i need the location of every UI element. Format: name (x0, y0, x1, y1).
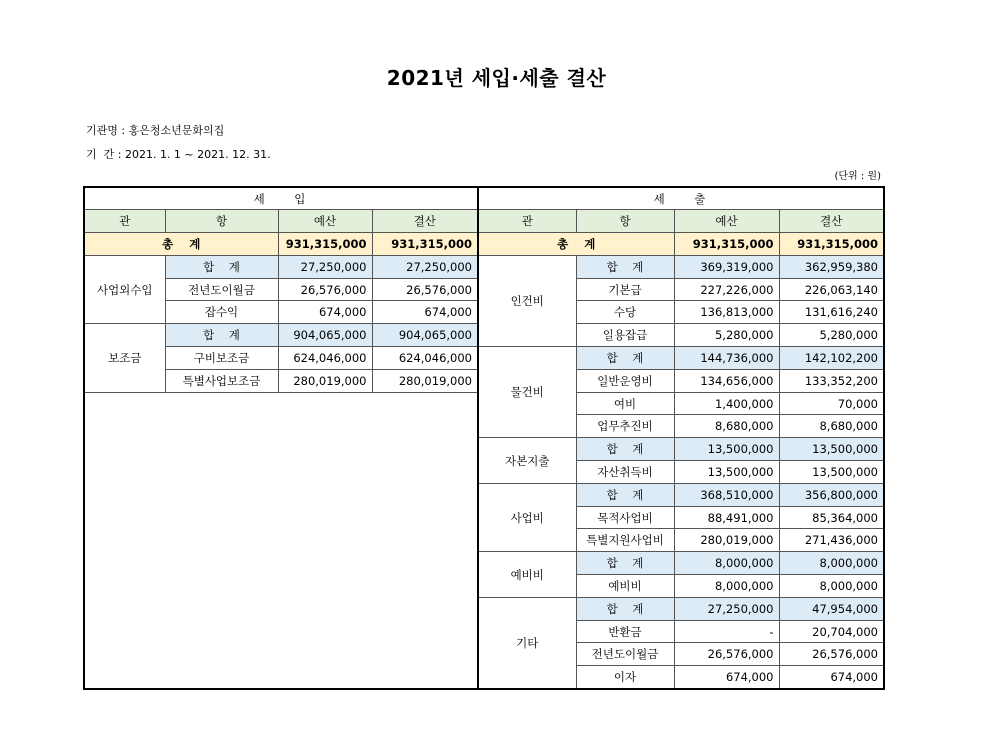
category-cell: 예비비 (478, 552, 576, 598)
item-cell: 전년도이월금 (576, 643, 674, 666)
total-settled: 931,315,000 (372, 233, 478, 256)
empty-area (84, 392, 478, 688)
category-cell: 사업외수입 (84, 255, 165, 323)
subtotal-row (478, 597, 884, 620)
item-cell: 구비보조금 (165, 347, 278, 370)
budget-cell: 280,019,000 (278, 369, 372, 392)
settled-cell: 142,102,200 (779, 347, 884, 370)
item-cell: 합 계 (165, 324, 278, 347)
budget-cell: 27,250,000 (674, 597, 779, 620)
column-header-row (478, 210, 884, 233)
item-cell: 합 계 (165, 255, 278, 278)
total-row (478, 233, 884, 256)
subtotal-row (478, 552, 884, 575)
settled-cell: 85,364,000 (779, 506, 884, 529)
section-header: 세 입 (84, 187, 478, 210)
total-budget: 931,315,000 (278, 233, 372, 256)
settled-cell: 47,954,000 (779, 597, 884, 620)
total-label: 총 계 (84, 233, 278, 256)
settled-cell: 280,019,000 (372, 369, 478, 392)
item-cell: 수당 (576, 301, 674, 324)
item-cell: 여비 (576, 392, 674, 415)
settled-cell: 226,063,140 (779, 278, 884, 301)
settled-cell: 356,800,000 (779, 483, 884, 506)
total-label: 총 계 (478, 233, 674, 256)
settled-cell: 271,436,000 (779, 529, 884, 552)
budget-cell: 8,000,000 (674, 552, 779, 575)
budget-cell: 1,400,000 (674, 392, 779, 415)
item-cell: 업무추진비 (576, 415, 674, 438)
settled-cell: 904,065,000 (372, 324, 478, 347)
budget-cell: 624,046,000 (278, 347, 372, 370)
section-header: 세 출 (478, 187, 884, 210)
column-header-row (84, 210, 478, 233)
category-cell: 사업비 (478, 483, 576, 551)
budget-cell: 227,226,000 (674, 278, 779, 301)
period-line (86, 146, 271, 162)
column-header: 관 (478, 210, 576, 233)
item-cell: 합 계 (576, 347, 674, 370)
budget-cell: 13,500,000 (674, 461, 779, 484)
institution-line: 기관명 : 홍은청소년문화의집 (86, 124, 225, 137)
budget-cell: 136,813,000 (674, 301, 779, 324)
column-header: 항 (165, 210, 278, 233)
item-cell: 일용잡급 (576, 324, 674, 347)
budget-cell: 280,019,000 (674, 529, 779, 552)
settled-cell: 13,500,000 (779, 461, 884, 484)
settled-cell: 362,959,380 (779, 255, 884, 278)
settled-cell: 26,576,000 (372, 278, 478, 301)
item-cell: 반환금 (576, 620, 674, 643)
total-budget: 931,315,000 (674, 233, 779, 256)
budget-cell: 674,000 (674, 666, 779, 689)
category-cell: 보조금 (84, 324, 165, 392)
item-cell: 합 계 (576, 483, 674, 506)
subtotal-row (478, 347, 884, 370)
item-cell: 이자 (576, 666, 674, 689)
column-header: 관 (84, 210, 165, 233)
column-header: 예산 (674, 210, 779, 233)
settled-cell: 13,500,000 (779, 438, 884, 461)
budget-cell: 369,319,000 (674, 255, 779, 278)
subtotal-row (478, 483, 884, 506)
empty-area-row (84, 392, 478, 688)
column-header: 결산 (779, 210, 884, 233)
settled-cell: 5,280,000 (779, 324, 884, 347)
column-header: 항 (576, 210, 674, 233)
budget-cell: 5,280,000 (674, 324, 779, 347)
category-cell: 인건비 (478, 255, 576, 346)
item-cell: 전년도이월금 (165, 278, 278, 301)
item-cell: 목적사업비 (576, 506, 674, 529)
item-cell: 기본급 (576, 278, 674, 301)
subtotal-row (84, 324, 478, 347)
budget-cell: 13,500,000 (674, 438, 779, 461)
budget-cell: 8,000,000 (674, 575, 779, 598)
subtotal-row (84, 255, 478, 278)
budget-cell: 904,065,000 (278, 324, 372, 347)
period-value: : 2021. 1. 1 ~ 2021. 12. 31. (117, 148, 271, 161)
unit-label: (단위 : 원) (834, 171, 881, 182)
category-cell: 물건비 (478, 347, 576, 438)
item-cell: 일반운영비 (576, 369, 674, 392)
item-cell: 합 계 (576, 597, 674, 620)
item-cell: 자산취득비 (576, 461, 674, 484)
settled-cell: 133,352,200 (779, 369, 884, 392)
subtotal-row (478, 255, 884, 278)
item-cell: 합 계 (576, 255, 674, 278)
column-header: 예산 (278, 210, 372, 233)
item-cell: 잡수익 (165, 301, 278, 324)
page-title: 2021년 세입·세출 결산 (386, 66, 607, 90)
budget-cell: 26,576,000 (278, 278, 372, 301)
budget-cell: 8,680,000 (674, 415, 779, 438)
budget-cell: 134,656,000 (674, 369, 779, 392)
settled-cell: 27,250,000 (372, 255, 478, 278)
settled-cell: 8,000,000 (779, 575, 884, 598)
settled-cell: 131,616,240 (779, 301, 884, 324)
item-cell: 합 계 (576, 552, 674, 575)
budget-cell: 674,000 (278, 301, 372, 324)
settled-cell: 624,046,000 (372, 347, 478, 370)
category-cell: 자본지출 (478, 438, 576, 484)
total-settled: 931,315,000 (779, 233, 884, 256)
settled-cell: 70,000 (779, 392, 884, 415)
settled-cell: 20,704,000 (779, 620, 884, 643)
budget-cell: 368,510,000 (674, 483, 779, 506)
item-cell: 특별지원사업비 (576, 529, 674, 552)
period-label: 기 간 (86, 148, 115, 161)
subtotal-row (478, 438, 884, 461)
budget-cell: 26,576,000 (674, 643, 779, 666)
item-cell: 합 계 (576, 438, 674, 461)
item-cell: 특별사업보조금 (165, 369, 278, 392)
budget-cell: 27,250,000 (278, 255, 372, 278)
column-header: 결산 (372, 210, 478, 233)
expenditure-table (477, 186, 885, 690)
revenue-table (83, 186, 479, 690)
section-header-row (478, 187, 884, 210)
item-cell: 예비비 (576, 575, 674, 598)
total-row (84, 233, 478, 256)
settled-cell: 26,576,000 (779, 643, 884, 666)
category-cell: 기타 (478, 597, 576, 688)
section-header-row (84, 187, 478, 210)
settled-cell: 8,680,000 (779, 415, 884, 438)
settled-cell: 674,000 (372, 301, 478, 324)
settled-cell: 8,000,000 (779, 552, 884, 575)
budget-cell: 144,736,000 (674, 347, 779, 370)
settled-cell: 674,000 (779, 666, 884, 689)
budget-cell: 88,491,000 (674, 506, 779, 529)
budget-cell: - (674, 620, 779, 643)
